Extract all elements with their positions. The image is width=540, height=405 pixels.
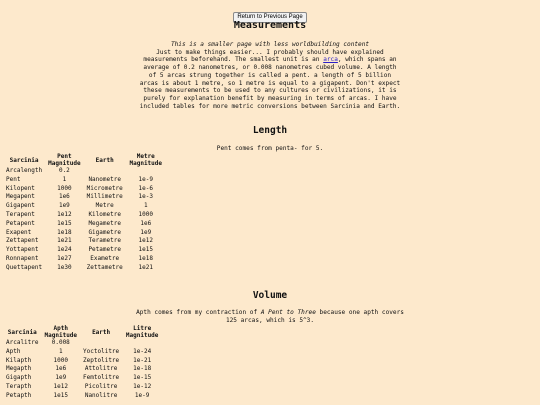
- volume-cell-sarcinia-unit: Arcalitre: [6, 339, 39, 346]
- length-cell-earth-unit: [84, 167, 126, 176]
- length-cell-sarcinia-magnitude: 1e15: [57, 219, 72, 227]
- volume-note-italic: A Pent to Three: [260, 309, 316, 316]
- length-cell-earth-magnitude: 1000: [138, 210, 153, 218]
- length-cell-sarcinia-unit: Yottapent: [6, 246, 39, 254]
- length-cell-earth-magnitude: 1e-3: [138, 193, 153, 201]
- length-cell-sarcinia-magnitude: 1e21: [57, 237, 72, 245]
- length-cell-sarcinia-magnitude: 0.2: [58, 167, 70, 174]
- length-cell-earth-magnitude: 1e18: [138, 254, 153, 262]
- volume-cell-sarcinia-magnitude: 1e15: [53, 391, 68, 399]
- length-cell-earth-unit: Micrometre: [86, 184, 123, 192]
- volume-header-earth: Earth: [92, 328, 111, 336]
- table-row: [3, 348, 162, 357]
- volume-cell-sarcinia-magnitude: 1e9: [55, 374, 67, 382]
- length-cell-earth-magnitude: 1e12: [138, 237, 153, 245]
- length-cell-sarcinia-unit: Zettapent: [6, 237, 39, 245]
- volume-cell-sarcinia-unit: Gigapth: [6, 374, 32, 382]
- volume-table-header-row: [3, 325, 162, 339]
- volume-cell-earth-unit: Yoctolitre: [83, 347, 120, 355]
- length-cell-sarcinia-unit: Quettapent: [6, 263, 43, 271]
- volume-cell-earth-magnitude: 1e-21: [133, 356, 152, 364]
- length-cell-sarcinia-magnitude: 1000: [57, 184, 72, 192]
- intro-italic-note: This is a smaller page with less worldbuilding content: [170, 41, 370, 48]
- table-row: [3, 264, 166, 273]
- table-row: [3, 202, 166, 211]
- table-row: [3, 229, 166, 238]
- volume-cell-earth-magnitude: 1e-18: [133, 365, 152, 373]
- return-to-previous-page-button[interactable]: Return to Previous Page: [233, 12, 306, 23]
- length-cell-earth-unit: Nanometre: [88, 175, 121, 183]
- length-cell-sarcinia-unit: Ronnapent: [6, 254, 39, 262]
- length-cell-sarcinia-unit: Terapent: [6, 210, 35, 218]
- length-header-earth: Earth: [95, 156, 114, 164]
- length-header-metre-magnitude: Metre Magnitude: [129, 153, 163, 167]
- volume-cell-sarcinia-magnitude: 1e6: [55, 365, 67, 373]
- table-row: [3, 246, 166, 255]
- volume-cell-sarcinia-unit: Petapth: [6, 391, 32, 399]
- length-note: Pent comes from penta- for 5.: [216, 145, 324, 152]
- length-cell-earth-magnitude: 1e9: [140, 228, 152, 236]
- volume-cell-earth-unit: Attolitre: [84, 365, 118, 373]
- table-row: [3, 211, 166, 220]
- volume-header-apth-magnitude: Apth Magnitude: [44, 325, 78, 339]
- volume-cell-sarcinia-magnitude: 1e12: [53, 382, 68, 390]
- length-cell-sarcinia-unit: Megapent: [6, 193, 35, 201]
- volume-cell-sarcinia-unit: Megapth: [6, 365, 32, 373]
- length-cell-sarcinia-magnitude: 1e30: [57, 263, 72, 271]
- volume-cell-sarcinia-unit: Apth: [6, 347, 21, 355]
- table-row: [3, 237, 166, 246]
- volume-cell-earth-magnitude: 1e-12: [133, 382, 152, 390]
- volume-cell-earth-unit: Picolitre: [84, 382, 118, 390]
- volume-cell-earth-unit: Zeptolitre: [83, 356, 120, 364]
- length-cell-earth-unit: Terametre: [88, 237, 121, 245]
- table-row: [3, 255, 166, 264]
- table-row: [3, 176, 166, 185]
- table-row: [3, 374, 162, 383]
- length-cell-sarcinia-magnitude: 1: [62, 175, 67, 183]
- length-cell-earth-unit: Petametre: [88, 246, 121, 254]
- volume-header-litre-magnitude: Litre Magnitude: [125, 325, 159, 339]
- volume-cell-sarcinia-unit: Kilapth: [6, 356, 32, 364]
- table-row: [3, 167, 166, 176]
- volume-cell-earth-magnitude: [122, 339, 162, 348]
- length-cell-sarcinia-magnitude: 1e27: [57, 254, 72, 262]
- length-cell-sarcinia-unit: Kilopent: [6, 184, 35, 192]
- length-cell-earth-magnitude: 1e-6: [138, 184, 153, 192]
- length-cell-earth-unit: Millimetre: [86, 193, 123, 201]
- length-cell-earth-unit: Kilometre: [88, 210, 121, 218]
- length-cell-earth-magnitude: 1e15: [138, 246, 153, 254]
- arca-link[interactable]: arca: [323, 56, 338, 64]
- length-header-pent-magnitude: Pent Magnitude: [48, 153, 81, 167]
- table-row: [3, 365, 162, 374]
- volume-cell-earth-magnitude: 1e-15: [133, 374, 152, 382]
- length-cell-earth-magnitude: 1e6: [140, 219, 152, 227]
- intro-paragraph: [138, 41, 402, 110]
- length-table: [3, 153, 166, 273]
- volume-cell-earth-unit: Femtolitre: [83, 374, 120, 382]
- table-row: [3, 357, 162, 366]
- volume-cell-sarcinia-magnitude: 1000: [53, 356, 68, 364]
- volume-note-before: Apth comes from my contraction of: [136, 309, 261, 316]
- length-cell-sarcinia-magnitude: 1e9: [58, 202, 70, 210]
- volume-note: [130, 309, 410, 325]
- page-title: Measurements: [233, 20, 307, 31]
- length-cell-sarcinia-unit: Exapent: [6, 228, 32, 236]
- length-cell-earth-unit: Zettametre: [86, 263, 123, 271]
- table-row: [3, 220, 166, 229]
- volume-header-sarcinia: Sarcinia: [7, 328, 37, 336]
- length-table-header-row: [3, 153, 166, 167]
- volume-note-after: because one apth covers 125 arcas, which is 5^3.: [225, 309, 404, 324]
- volume-cell-earth-unit: Nanolitre: [84, 391, 118, 399]
- table-row: [3, 193, 166, 202]
- length-header-sarcinia: Sarcinia: [9, 156, 39, 164]
- length-cell-sarcinia-unit: Petapent: [6, 219, 35, 227]
- intro-text-after-link: , which spans an average of 0.2 nanometres, or 0.008 nanometres cubed volume. A length of 5 arcas strung together is called a pent. a length of 5 billion arcas is about 1 metre, so 1 metre is equal to a gigapent. Don't expect these measurements to be used to any cultures or civilizations, it is purely for explanation benefit by measuring in terms of arcas. I have included tables for more metric conversions between Sarcinia and Earth.: [139, 56, 401, 110]
- length-cell-earth-unit: Gigametre: [88, 228, 121, 236]
- volume-cell-earth-magnitude: 1e-9: [134, 391, 150, 399]
- length-cell-earth-unit: Exametre: [90, 254, 120, 262]
- length-cell-sarcinia-magnitude: 1e18: [57, 228, 72, 236]
- table-row: [3, 392, 162, 401]
- table-row: [3, 339, 162, 348]
- length-cell-sarcinia-unit: Gigapent: [6, 202, 35, 210]
- volume-cell-sarcinia-unit: Terapth: [6, 382, 32, 390]
- length-cell-earth-magnitude: 1: [143, 202, 148, 210]
- length-cell-sarcinia-magnitude: 1e6: [58, 193, 70, 201]
- volume-table: [3, 325, 162, 401]
- length-cell-earth-unit: Megametre: [88, 219, 121, 227]
- volume-cell-sarcinia-magnitude: 1: [58, 347, 63, 355]
- length-cell-earth-unit: Metre: [95, 202, 114, 210]
- length-section-title: Length: [252, 125, 288, 136]
- length-cell-sarcinia-unit: Arcalength: [6, 167, 43, 174]
- volume-section-title: Volume: [252, 290, 288, 301]
- volume-cell-earth-unit: [80, 339, 122, 348]
- length-cell-earth-magnitude: 1e-9: [138, 175, 153, 183]
- length-cell-sarcinia-magnitude: 1e24: [57, 246, 72, 254]
- length-cell-sarcinia-unit: Pent: [6, 175, 21, 183]
- length-cell-earth-magnitude: [126, 167, 166, 176]
- table-row: [3, 383, 162, 392]
- length-cell-earth-magnitude: 1e21: [138, 263, 153, 271]
- table-row: [3, 185, 166, 194]
- length-cell-sarcinia-magnitude: 1e12: [57, 210, 72, 218]
- intro-text-before-link: Just to make things easier... I probably should have explained measurements beforehand. The smallest unit is an: [143, 48, 384, 64]
- volume-cell-earth-magnitude: 1e-24: [133, 347, 152, 355]
- volume-cell-sarcinia-magnitude: 0.008: [51, 339, 70, 346]
